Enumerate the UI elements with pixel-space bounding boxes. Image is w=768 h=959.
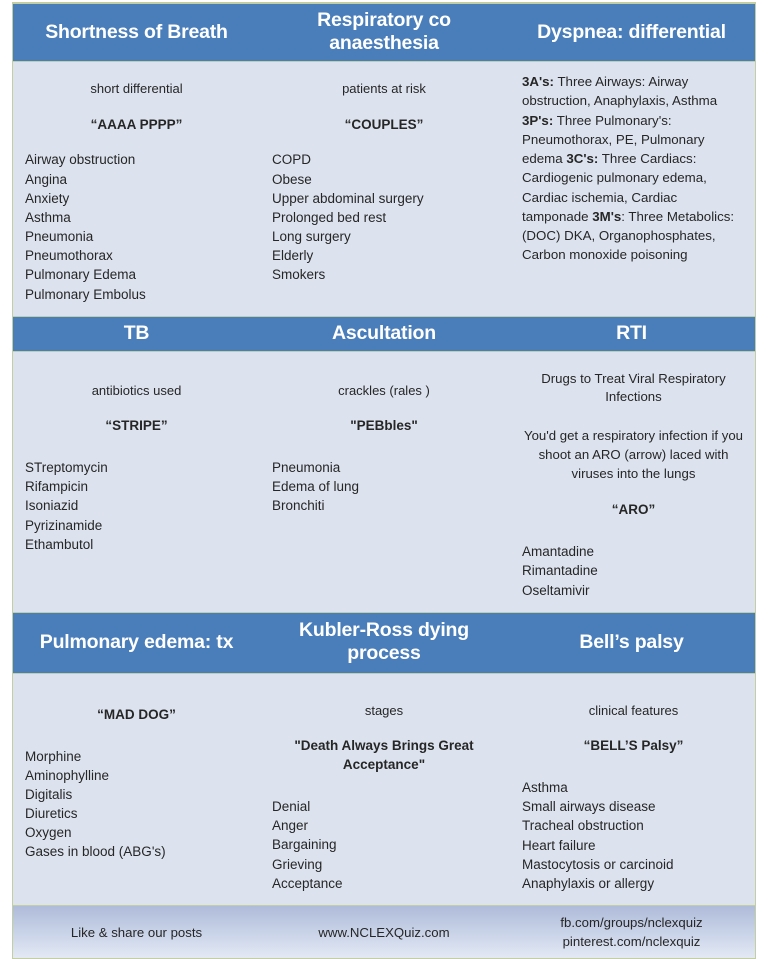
list-item: Pyrizinamide xyxy=(25,517,103,533)
list-item: Anger xyxy=(272,818,309,834)
section-header-row-1 xyxy=(13,3,755,62)
caption: crackles (rales ) xyxy=(338,382,430,398)
rich-segment-text: : Three Metabolics: (DOC) DKA, Organophosphates, Carbon monoxide poisoning xyxy=(522,208,735,263)
list-item: Pulmonary Edema xyxy=(25,267,137,283)
list-item: Pneumonia xyxy=(272,460,341,476)
quote-open: “ xyxy=(611,502,619,518)
list-item: Angina xyxy=(25,171,68,187)
list-item: Oseltamivir xyxy=(522,582,590,598)
cell-rti xyxy=(508,352,755,612)
item-list xyxy=(272,150,496,284)
list-item: Rifampicin xyxy=(25,479,89,495)
rich-segment-label: 3C's: xyxy=(566,151,599,167)
list-item: Anxiety xyxy=(25,190,70,206)
item-list xyxy=(25,747,248,862)
list-item: Small airways disease xyxy=(522,799,656,815)
list-item: Morphine xyxy=(25,748,82,764)
cell-shortness-of-breath xyxy=(13,62,260,316)
caption: clinical features xyxy=(588,702,679,718)
list-item: Ethambutol xyxy=(25,536,94,552)
list-item: Pulmonary Embolus xyxy=(25,286,146,302)
list-item: Pneumothorax xyxy=(25,248,113,264)
column-header-tb: TB xyxy=(123,321,150,344)
quote-close: ” xyxy=(648,502,656,518)
list-item: STreptomycin xyxy=(25,460,108,476)
list-item: COPD xyxy=(272,152,312,168)
list-item: Airway obstruction xyxy=(25,152,136,168)
rich-segment-text: Three Cardiacs: Cardiogenic pulmonary edema, Cardiac ischemia, Cardiac tamponade xyxy=(522,151,707,224)
list-item: Elderly xyxy=(272,248,314,264)
mnemonic: “MAD DOG” xyxy=(97,706,176,722)
list-item: Aminophylline xyxy=(25,767,110,783)
rich-segment-label: 3M's xyxy=(592,208,622,224)
rich-segment-text: Three Pulmonary's: Pneumothorax, PE, Pulmonary edema xyxy=(522,112,705,167)
column-header-respiratory-co-anaesthesia: Respiratory co anaesthesia xyxy=(317,9,451,54)
list-item: Mastocytosis or carcinoid xyxy=(522,856,674,872)
mnemonic: “STRIPE” xyxy=(105,418,168,434)
footer-website[interactable]: www.NCLEXQuiz.com xyxy=(318,924,450,940)
footer-social-links xyxy=(508,907,755,957)
list-item: Grieving xyxy=(272,856,323,872)
column-header-pulmonary-edema-tx: Pulmonary edema: tx xyxy=(39,630,234,653)
item-list xyxy=(272,458,496,515)
caption: patients at risk xyxy=(342,81,426,96)
section-body-row-3 xyxy=(13,674,755,905)
caption: antibiotics used xyxy=(91,382,182,398)
rich-segment-label: 3P's: xyxy=(522,112,554,128)
cell-pulmonary-edema-tx xyxy=(13,674,260,905)
column-header-dyspnea-differential: Dyspnea: differential xyxy=(537,20,726,43)
list-item: Anaphylaxis or allergy xyxy=(522,875,655,891)
rich-segment-label: 3A's: xyxy=(522,74,554,89)
list-item: Amantadine xyxy=(522,544,595,560)
mnemonic xyxy=(522,501,745,520)
list-item: Gases in blood (ABG's) xyxy=(25,844,166,860)
list-item: Oxygen xyxy=(25,825,72,841)
column-header-rti: RTI xyxy=(616,321,647,344)
list-item: Digitalis xyxy=(25,786,73,802)
section-body-row-1 xyxy=(13,62,755,316)
mnemonic: "PEBbles" xyxy=(350,418,418,434)
item-list xyxy=(522,778,745,893)
item-list xyxy=(522,542,745,599)
list-item: Isoniazid xyxy=(25,498,79,514)
list-item: Pneumonia xyxy=(25,229,94,245)
footer-like-share: Like & share our posts xyxy=(70,924,203,940)
column-header-kubler-ross-dying-process: Kubler-Ross dying process xyxy=(299,619,469,665)
footer-facebook-link[interactable]: fb.com/groups/nclexquiz xyxy=(560,914,703,930)
cell-tb xyxy=(13,352,260,612)
cell-kubler-ross xyxy=(260,674,508,905)
list-item: Asthma xyxy=(25,209,71,225)
mnemonic-letters: ARO xyxy=(618,502,649,518)
list-item: Edema of lung xyxy=(272,479,360,495)
list-item: Bronchiti xyxy=(272,498,325,514)
caption: short differential xyxy=(90,81,183,96)
list-item: Bargaining xyxy=(272,837,337,853)
rich-segment-text: Three Airways: Airway obstruction, Anaphylaxis, Asthma xyxy=(522,74,718,109)
list-item: Smokers xyxy=(272,267,326,283)
list-item: Acceptance xyxy=(272,875,343,891)
list-item: Prolonged bed rest xyxy=(272,209,387,225)
mnemonic: “BELL’S Palsy” xyxy=(583,738,684,754)
list-item: Long surgery xyxy=(272,229,351,245)
section-header-row-2 xyxy=(13,316,755,352)
caption: Drugs to Treat Viral Respiratory Infections xyxy=(541,370,726,405)
caption: stages xyxy=(364,702,404,718)
list-item: Asthma xyxy=(522,780,568,796)
dyspnea-rich-text xyxy=(522,72,745,265)
list-item: Rimantadine xyxy=(522,563,598,579)
section-header-row-3 xyxy=(13,612,755,674)
item-list xyxy=(272,797,496,893)
column-header-bells-palsy: Bell’s palsy xyxy=(579,630,684,653)
item-list xyxy=(25,150,248,303)
list-item: Tracheal obstruction xyxy=(522,818,644,834)
section-body-row-2 xyxy=(13,352,755,612)
column-header-ascultation: Ascultation xyxy=(332,321,436,344)
cell-respiratory-co-anaesthesia xyxy=(260,62,508,316)
list-item: Diuretics xyxy=(25,806,78,822)
list-item: Obese xyxy=(272,171,312,187)
mnemonic: “COUPLES” xyxy=(344,116,424,132)
mnemonic: "Death Always Brings Great Acceptance" xyxy=(294,738,474,773)
cell-bells-palsy xyxy=(508,674,755,905)
rti-story: You'd get a respiratory infection if you shoot an ARO (arrow) laced with viruses into the lungs xyxy=(523,428,744,481)
mnemonics-table xyxy=(12,2,756,959)
footer-row xyxy=(13,905,755,958)
column-header-shortness-of-breath: Shortness of Breath xyxy=(45,20,228,43)
footer-pinterest-link[interactable]: pinterest.com/nclexquiz xyxy=(562,934,701,950)
mnemonic: “AAAA PPPP” xyxy=(90,116,183,132)
item-list xyxy=(25,458,248,554)
list-item: Denial xyxy=(272,799,311,815)
cell-ascultation xyxy=(260,352,508,612)
list-item: Heart failure xyxy=(522,837,596,853)
list-item: Upper abdominal surgery xyxy=(272,190,424,206)
cell-dyspnea-differential xyxy=(508,62,755,316)
